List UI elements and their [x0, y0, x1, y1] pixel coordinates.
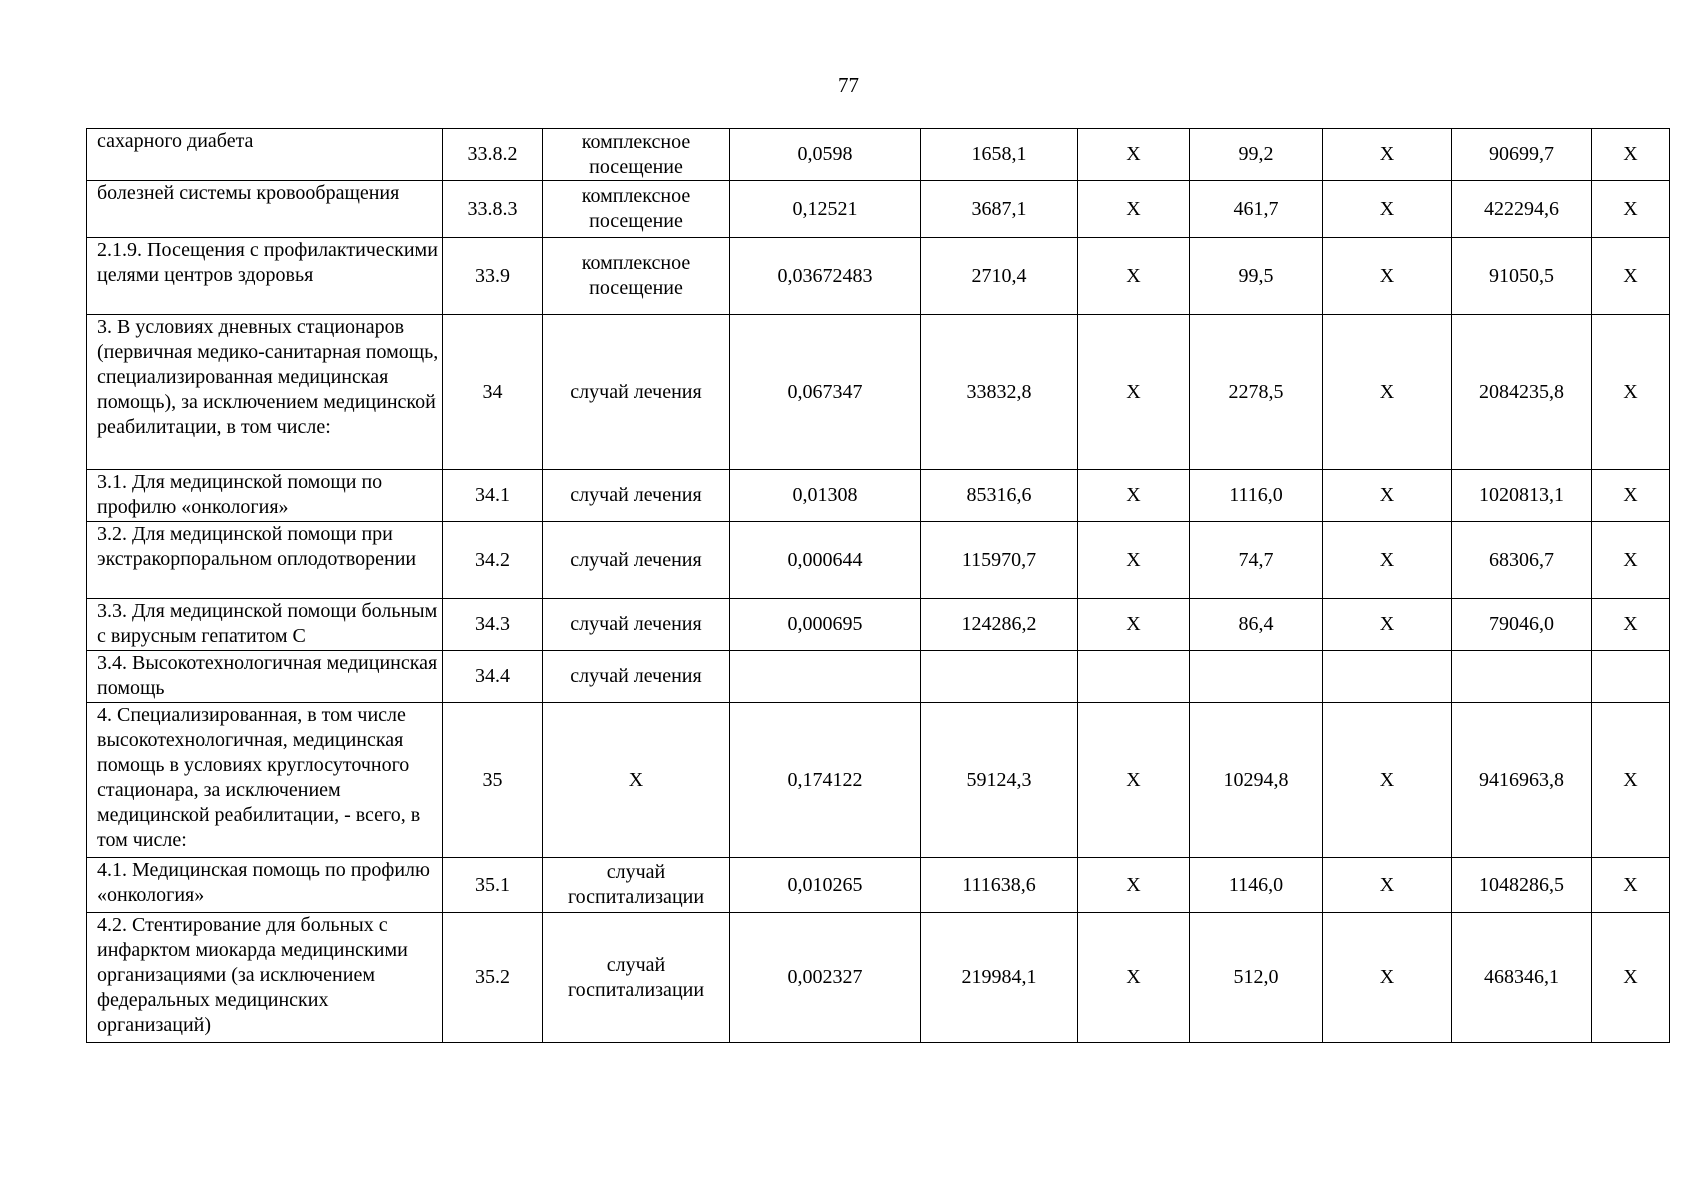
row-value-cell: 0,002327 [730, 913, 921, 1043]
row-code-cell: 35 [443, 703, 543, 858]
row-value-cell: 0,010265 [730, 858, 921, 913]
row-name-cell: 4. Специализированная, в том числе высокотехнологичная, медицинская помощь в условиях круглосуточного стационара, за исключением медицинской реабилитации, - всего, в том числе: [87, 703, 443, 858]
table-row [87, 858, 1670, 913]
row-value-cell: Х [1592, 181, 1670, 238]
row-value-cell: Х [1078, 599, 1190, 651]
row-name-cell: сахарного диабета [87, 129, 443, 181]
row-unit-cell: случай лечения [543, 599, 730, 651]
row-value-cell: Х [1323, 599, 1452, 651]
table-row [87, 129, 1670, 181]
row-unit-cell: случай лечения [543, 315, 730, 470]
row-value-cell: Х [1078, 913, 1190, 1043]
row-value-cell: 0,000695 [730, 599, 921, 651]
row-value-cell: 10294,8 [1190, 703, 1323, 858]
row-value-cell: Х [1078, 129, 1190, 181]
row-value-cell: Х [1078, 522, 1190, 599]
row-value-cell: 0,03672483 [730, 238, 921, 315]
row-value-cell [1592, 651, 1670, 703]
row-value-cell: 1116,0 [1190, 470, 1323, 522]
table-body [87, 129, 1670, 1043]
row-value-cell: Х [1078, 238, 1190, 315]
row-value-cell: Х [1323, 181, 1452, 238]
row-value-cell: Х [1078, 858, 1190, 913]
row-value-cell: Х [1592, 703, 1670, 858]
row-unit-cell: случай госпитализации [543, 858, 730, 913]
row-value-cell: 74,7 [1190, 522, 1323, 599]
row-code-cell: 34 [443, 315, 543, 470]
row-value-cell [921, 651, 1078, 703]
row-unit-cell: случай госпитализации [543, 913, 730, 1043]
row-value-cell: Х [1592, 129, 1670, 181]
row-name-cell: 3.1. Для медицинской помощи по профилю «онкология» [87, 470, 443, 522]
table-row [87, 599, 1670, 651]
row-value-cell: Х [1078, 703, 1190, 858]
row-unit-cell: случай лечения [543, 470, 730, 522]
row-value-cell: 124286,2 [921, 599, 1078, 651]
row-code-cell: 33.8.2 [443, 129, 543, 181]
row-value-cell: 512,0 [1190, 913, 1323, 1043]
row-value-cell: Х [1592, 858, 1670, 913]
row-code-cell: 34.4 [443, 651, 543, 703]
row-value-cell: 86,4 [1190, 599, 1323, 651]
row-value-cell: 3687,1 [921, 181, 1078, 238]
row-unit-cell: случай лечения [543, 651, 730, 703]
row-value-cell: 79046,0 [1452, 599, 1592, 651]
row-value-cell [1190, 651, 1323, 703]
row-value-cell: Х [1592, 238, 1670, 315]
row-value-cell: 59124,3 [921, 703, 1078, 858]
row-value-cell: Х [1323, 858, 1452, 913]
table-row [87, 522, 1670, 599]
row-unit-cell: комплексное посещение [543, 238, 730, 315]
row-value-cell: 9416963,8 [1452, 703, 1592, 858]
row-value-cell: 111638,6 [921, 858, 1078, 913]
row-name-cell: болезней системы кровообращения [87, 181, 443, 238]
row-value-cell: 68306,7 [1452, 522, 1592, 599]
row-value-cell: 90699,7 [1452, 129, 1592, 181]
row-value-cell: 85316,6 [921, 470, 1078, 522]
row-value-cell: Х [1323, 315, 1452, 470]
row-value-cell: 99,2 [1190, 129, 1323, 181]
row-value-cell: Х [1592, 315, 1670, 470]
row-value-cell [1323, 651, 1452, 703]
table-row [87, 181, 1670, 238]
page-number: 77 [838, 73, 859, 97]
row-value-cell: 33832,8 [921, 315, 1078, 470]
row-code-cell: 35.1 [443, 858, 543, 913]
row-value-cell: 0,000644 [730, 522, 921, 599]
row-value-cell: 99,5 [1190, 238, 1323, 315]
row-value-cell: 0,01308 [730, 470, 921, 522]
row-unit-cell: комплексное посещение [543, 129, 730, 181]
row-value-cell: Х [1592, 599, 1670, 651]
row-value-cell: Х [1323, 470, 1452, 522]
row-name-cell: 4.1. Медицинская помощь по профилю «онкология» [87, 858, 443, 913]
row-value-cell: 461,7 [1190, 181, 1323, 238]
row-value-cell: 468346,1 [1452, 913, 1592, 1043]
row-code-cell: 35.2 [443, 913, 543, 1043]
row-name-cell: 2.1.9. Посещения с профилактическими целями центров здоровья [87, 238, 443, 315]
row-value-cell: 0,0598 [730, 129, 921, 181]
row-value-cell: Х [1078, 181, 1190, 238]
row-value-cell: 422294,6 [1452, 181, 1592, 238]
row-value-cell: 115970,7 [921, 522, 1078, 599]
row-name-cell: 3. В условиях дневных стационаров (первичная медико-санитарная помощь, специализированная медицинская помощь), за исключением медицинской реабилитации, в том числе: [87, 315, 443, 470]
row-name-cell: 3.4. Высокотехнологичная медицинская помощь [87, 651, 443, 703]
row-value-cell: Х [1592, 913, 1670, 1043]
row-name-cell: 3.3. Для медицинской помощи больным с вирусным гепатитом С [87, 599, 443, 651]
row-value-cell: 1048286,5 [1452, 858, 1592, 913]
row-value-cell: 2278,5 [1190, 315, 1323, 470]
row-value-cell: 0,174122 [730, 703, 921, 858]
row-value-cell [1452, 651, 1592, 703]
row-value-cell: Х [1323, 238, 1452, 315]
table-row [87, 238, 1670, 315]
row-value-cell: Х [1592, 470, 1670, 522]
row-value-cell: Х [1592, 522, 1670, 599]
row-unit-cell: комплексное посещение [543, 181, 730, 238]
row-name-cell: 3.2. Для медицинской помощи при экстракорпоральном оплодотворении [87, 522, 443, 599]
volume-cost-table [86, 128, 1670, 1043]
row-unit-cell: Х [543, 703, 730, 858]
row-value-cell: 0,12521 [730, 181, 921, 238]
row-value-cell: 1146,0 [1190, 858, 1323, 913]
row-unit-cell: случай лечения [543, 522, 730, 599]
row-code-cell: 34.3 [443, 599, 543, 651]
row-value-cell: Х [1078, 315, 1190, 470]
table-row [87, 913, 1670, 1043]
row-value-cell: Х [1078, 470, 1190, 522]
row-value-cell: Х [1323, 913, 1452, 1043]
row-value-cell: 219984,1 [921, 913, 1078, 1043]
row-value-cell [730, 651, 921, 703]
table-row [87, 703, 1670, 858]
row-value-cell: 91050,5 [1452, 238, 1592, 315]
row-value-cell: Х [1323, 129, 1452, 181]
table-row [87, 470, 1670, 522]
row-value-cell: 0,067347 [730, 315, 921, 470]
row-code-cell: 34.1 [443, 470, 543, 522]
row-code-cell: 34.2 [443, 522, 543, 599]
row-value-cell: Х [1323, 522, 1452, 599]
row-name-cell: 4.2. Стентирование для больных с инфарктом миокарда медицинскими организациями (за исключением федеральных медицинских организаций) [87, 913, 443, 1043]
row-value-cell: 2084235,8 [1452, 315, 1592, 470]
row-value-cell: Х [1323, 703, 1452, 858]
row-code-cell: 33.9 [443, 238, 543, 315]
row-code-cell: 33.8.3 [443, 181, 543, 238]
row-value-cell [1078, 651, 1190, 703]
row-value-cell: 1658,1 [921, 129, 1078, 181]
table-row [87, 315, 1670, 470]
table-row [87, 651, 1670, 703]
row-value-cell: 2710,4 [921, 238, 1078, 315]
row-value-cell: 1020813,1 [1452, 470, 1592, 522]
